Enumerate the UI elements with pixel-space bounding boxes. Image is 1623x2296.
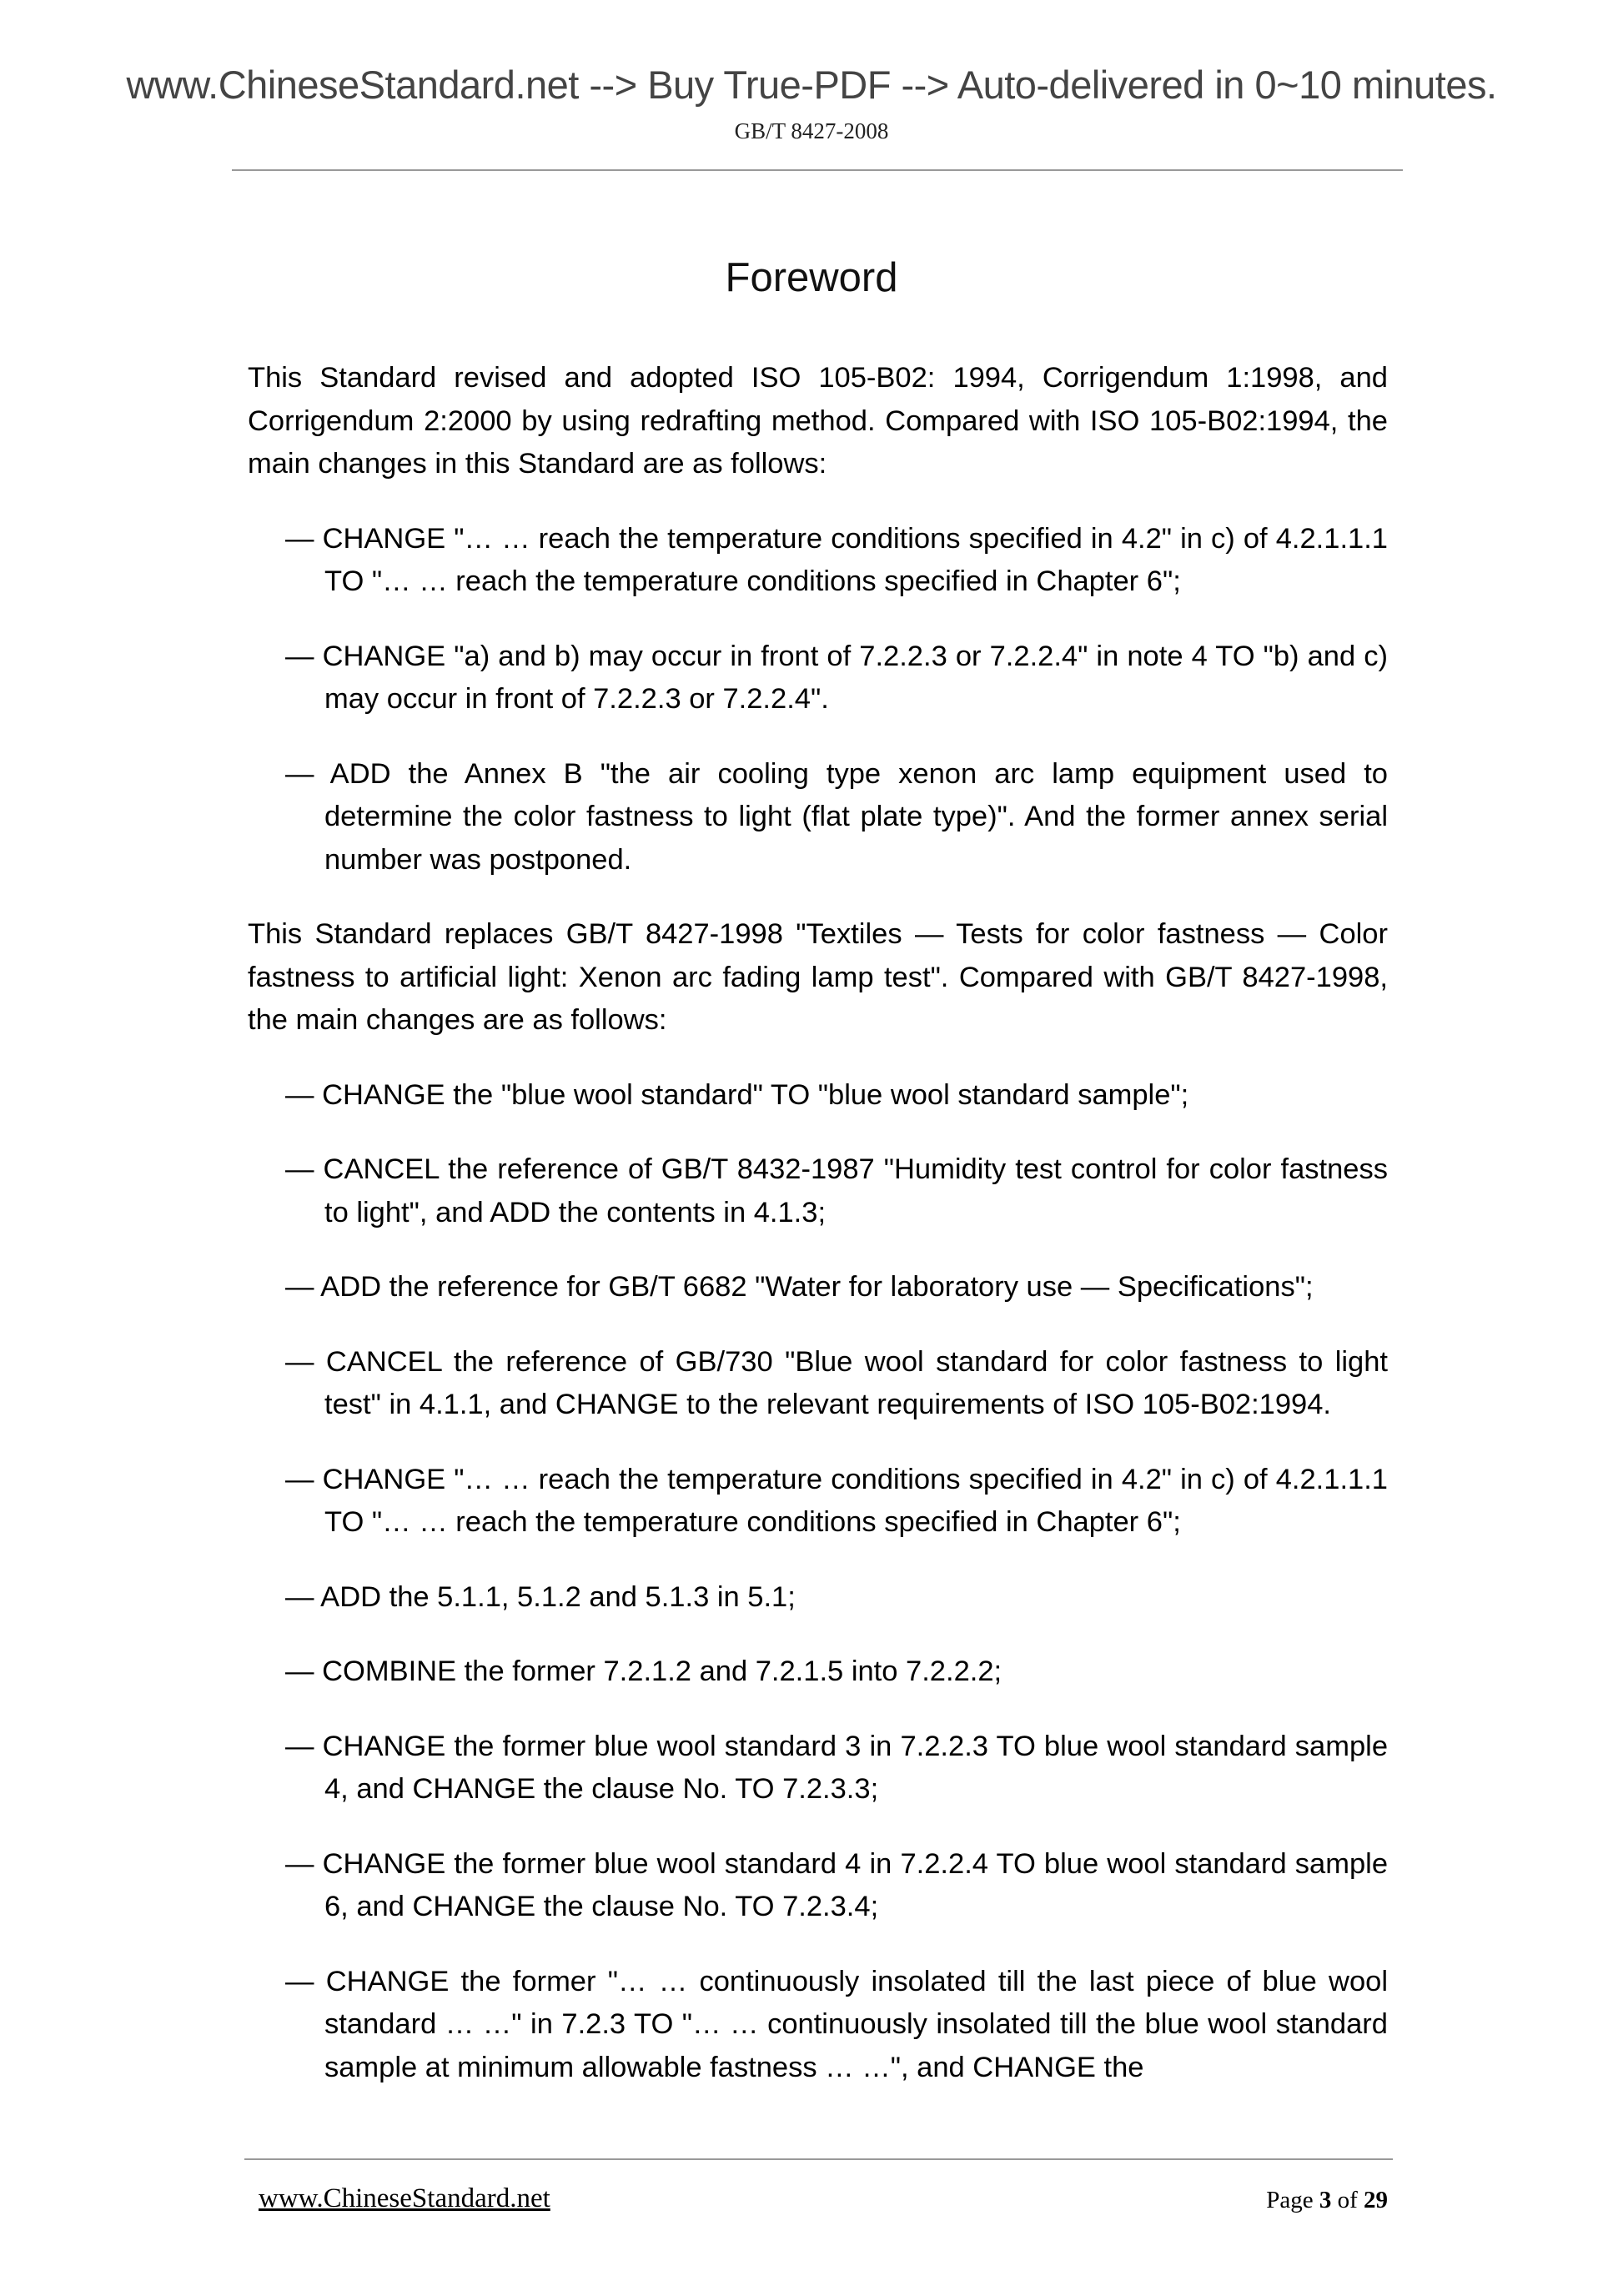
page-of-label: of	[1337, 2187, 1358, 2213]
total-pages: 29	[1364, 2187, 1388, 2213]
page-label: Page	[1266, 2187, 1314, 2213]
list-item: — ADD the 5.1.1, 5.1.2 and 5.1.3 in 5.1;	[285, 1580, 796, 1613]
list-item: — CHANGE "… … reach the temperature conditions specified in 4.2" in c) of 4.2.1.1.1 TO "… … reach the temperature conditions specified in Chapter 6";	[285, 522, 1388, 597]
list-item: — ADD the reference for GB/T 6682 "Water for laboratory use — Specifications";	[285, 1271, 1314, 1303]
list-item: — CHANGE the "blue wool standard" TO "blue wool standard sample";	[285, 1078, 1189, 1111]
list-item: — ADD the Annex B "the air cooling type xenon arc lamp equipment used to determine the color fastness to light (flat plate type)". And the former annex serial number was postponed.	[285, 757, 1388, 876]
footer-website-link[interactable]: www.ChineseStandard.net	[259, 2183, 550, 2213]
list-item: — CHANGE "a) and b) may occur in front of 7.2.2.3 or 7.2.2.4" in note 4 TO "b) and c) may occur in front of 7.2.2.3 or 7.2.2.4".	[285, 640, 1388, 715]
current-page: 3	[1319, 2187, 1332, 2213]
list-item: — CANCEL the reference of GB/730 "Blue wool standard for color fastness to light test" in 4.1.1, and CHANGE to the relevant requirements of ISO 105-B02:1994.	[285, 1345, 1388, 1420]
list-item: — CHANGE the former blue wool standard 4 in 7.2.2.4 TO blue wool standard sample 6, and CHANGE the clause No. TO 7.2.3.4;	[285, 1847, 1388, 1922]
footer-divider	[244, 2158, 1393, 2160]
top-banner: www.ChineseStandard.net --> Buy True-PDF --> Auto-delivered in 0~10 minutes.	[126, 63, 1497, 107]
list-item: — COMBINE the former 7.2.1.2 and 7.2.1.5 into 7.2.2.2;	[285, 1655, 1002, 1687]
page-number	[1266, 2187, 1388, 2214]
document-body	[248, 357, 1388, 2121]
page-title: Foreword	[725, 255, 898, 300]
list-item: — CANCEL the reference of GB/T 8432-1987 "Humidity test control for color fastness to light", and ADD the contents in 4.1.3;	[285, 1153, 1388, 1228]
list-item: — CHANGE "… … reach the temperature conditions specified in 4.2" in c) of 4.2.1.1.1 TO "… … reach the temperature conditions specified in Chapter 6";	[285, 1463, 1388, 1538]
list-item: — CHANGE the former "… … continuously insolated till the last piece of blue wool standard … …" in 7.2.3 TO "… … continuously insolated till the blue wool standard sample at minimum allowable fastness … …", and CHANGE the	[285, 1965, 1388, 2083]
standard-code: GB/T 8427-2008	[734, 118, 889, 143]
intro-paragraph: This Standard revised and adopted ISO 105-B02: 1994, Corrigendum 1:1998, and Corrigendum 2:2000 by using redrafting method. Compared with ISO 105-B02:1994, the main changes in this Standard are as follows:	[248, 362, 1388, 480]
header-divider	[232, 169, 1403, 171]
replacement-paragraph: This Standard replaces GB/T 8427-1998 "Textiles — Tests for color fastness — Color fastness to artificial light: Xenon arc fading lamp test". Compared with GB/T 8427-1998, the main changes are as follows:	[248, 918, 1388, 1036]
list-item: — CHANGE the former blue wool standard 3 in 7.2.2.3 TO blue wool standard sample 4, and CHANGE the clause No. TO 7.2.3.3;	[285, 1730, 1388, 1805]
